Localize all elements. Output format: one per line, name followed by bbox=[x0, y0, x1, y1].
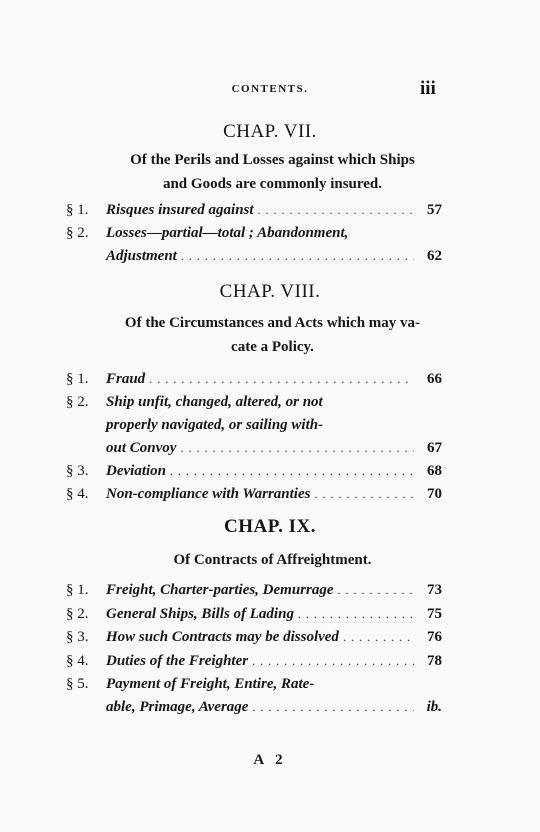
dot-leader bbox=[252, 696, 414, 719]
chapter-8-subtitle bbox=[70, 335, 475, 359]
section-title: Fraud bbox=[106, 371, 146, 387]
dot-leader bbox=[149, 368, 414, 391]
toc-entry bbox=[66, 391, 442, 460]
chapter-9-heading: CHAP. IX. bbox=[224, 516, 316, 537]
chapter-7-heading: CHAP. VII. bbox=[223, 121, 317, 142]
chapter-8-heading: CHAP. VIII. bbox=[219, 281, 321, 302]
section-title: Ship unfit, changed, altered, or not bbox=[106, 394, 323, 410]
dot-leader bbox=[314, 483, 414, 506]
section-title: General Ships, Bills of Lading bbox=[106, 606, 294, 622]
chapter-7-subtitle-line: and Goods are commonly insured. bbox=[162, 176, 383, 192]
section-number: § 5. bbox=[66, 676, 89, 692]
toc-entry bbox=[66, 650, 442, 673]
chapter-7-subtitle bbox=[70, 172, 475, 196]
dot-leader bbox=[180, 437, 414, 460]
page-reference: 57 bbox=[427, 202, 442, 218]
section-title: Non-compliance with Warranties bbox=[106, 486, 311, 502]
chapter-7-subtitle-line: Of the Perils and Losses against which Ships bbox=[130, 152, 415, 168]
page-reference: 76 bbox=[427, 629, 442, 645]
section-number: § 2. bbox=[66, 225, 89, 241]
section-number: § 3. bbox=[66, 629, 89, 645]
page-reference: ib. bbox=[426, 699, 442, 715]
toc-entry bbox=[66, 579, 442, 602]
chapter-9-subtitle-line: Of Contracts of Affreightment. bbox=[173, 552, 372, 568]
dot-leader bbox=[252, 650, 414, 673]
toc-entry bbox=[66, 603, 442, 626]
toc-entry bbox=[66, 460, 442, 483]
toc-entry bbox=[66, 483, 442, 506]
dot-leader bbox=[170, 460, 414, 483]
chapter-7-subtitle bbox=[70, 148, 475, 172]
toc-entry bbox=[66, 199, 442, 222]
chapter-9-subtitle bbox=[70, 548, 475, 572]
section-number: § 3. bbox=[66, 463, 89, 479]
section-number: § 2. bbox=[66, 606, 89, 622]
section-title: able, Primage, Average bbox=[106, 699, 249, 715]
page-reference: 78 bbox=[427, 653, 442, 669]
running-head-title: CONTENTS. bbox=[231, 83, 309, 95]
page-reference: 68 bbox=[427, 463, 442, 479]
page-reference: 75 bbox=[427, 606, 442, 622]
toc-entry bbox=[66, 368, 442, 391]
dot-leader bbox=[343, 626, 414, 649]
section-title: out Convoy bbox=[106, 440, 177, 456]
section-title: properly navigated, or sailing with- bbox=[106, 417, 324, 433]
signature-mark: A 2 bbox=[253, 752, 287, 768]
toc-entry bbox=[66, 222, 442, 268]
page-reference: 62 bbox=[427, 248, 442, 264]
section-title: Duties of the Freighter bbox=[106, 653, 249, 669]
chapter-8-subtitle bbox=[70, 311, 475, 335]
section-number: § 4. bbox=[66, 486, 89, 502]
section-number: § 1. bbox=[66, 371, 89, 387]
chapter-8-subtitle-line: Of the Circumstances and Acts which may va- bbox=[124, 315, 421, 331]
section-title: Freight, Charter-parties, Demurrage bbox=[106, 582, 334, 598]
section-number: § 4. bbox=[66, 653, 89, 669]
section-title: Adjustment bbox=[106, 248, 177, 264]
section-number: § 2. bbox=[66, 394, 89, 410]
page-reference: 66 bbox=[427, 371, 442, 387]
section-title: How such Contracts may be dissolved bbox=[106, 629, 339, 645]
section-title: Losses—partial—total ; Abandonment, bbox=[106, 225, 349, 241]
section-title: Deviation bbox=[106, 463, 166, 479]
section-number: § 1. bbox=[66, 202, 89, 218]
toc-entry bbox=[66, 673, 442, 719]
dot-leader bbox=[258, 199, 414, 222]
section-title: Payment of Freight, Entire, Rate- bbox=[106, 676, 315, 692]
running-head-page-number: iii bbox=[420, 78, 436, 99]
toc-entry bbox=[66, 626, 442, 649]
section-title: Risques insured against bbox=[106, 202, 254, 218]
page-reference: 73 bbox=[427, 582, 442, 598]
chapter-8-subtitle-line: cate a Policy. bbox=[231, 339, 314, 355]
dot-leader bbox=[338, 579, 414, 602]
running-head bbox=[0, 80, 540, 100]
page-reference: 67 bbox=[427, 440, 442, 456]
page-reference: 70 bbox=[427, 486, 442, 502]
section-number: § 1. bbox=[66, 582, 89, 598]
dot-leader bbox=[181, 245, 414, 268]
dot-leader bbox=[298, 603, 414, 626]
